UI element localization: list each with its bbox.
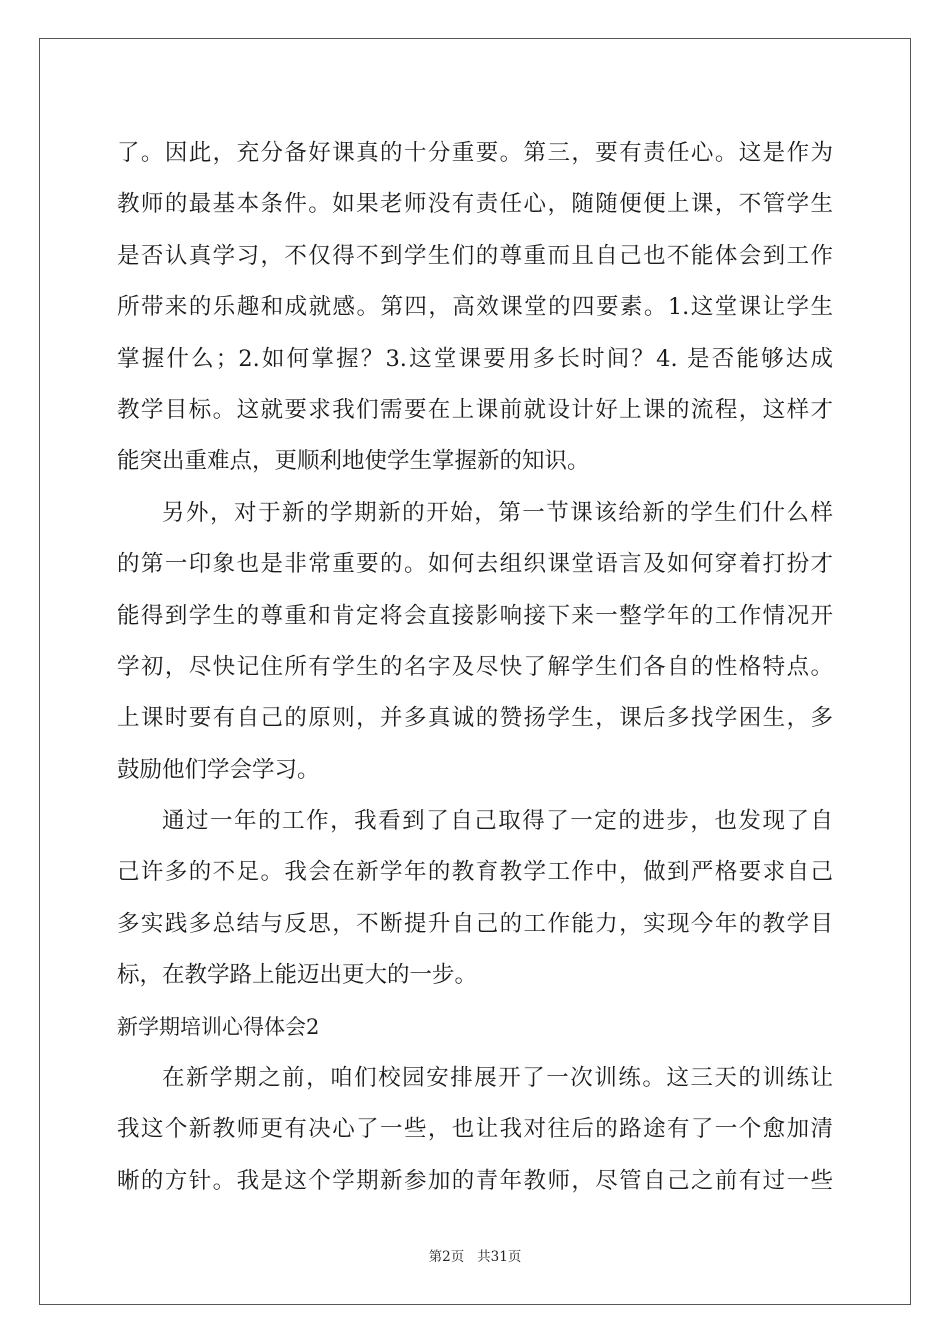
page-number-footer: 第2页 共31页	[428, 1249, 522, 1265]
text-line: 所带来的乐趣和成就感。第四，高效课堂的四要素。1.这堂课让学生	[117, 294, 833, 321]
text-line: 学初，尽快记住所有学生的名字及尽快了解学生们各自的性格特点。	[117, 653, 833, 680]
text-line: 的第一印象也是非常重要的。如何去组织课堂语言及如何穿着打扮才	[117, 551, 833, 578]
text-line: 我这个新教师更有决心了一些，也让我对往后的路途有了一个愈加清	[117, 1116, 833, 1143]
document-body	[117, 128, 833, 1207]
text-line: 能突出重难点，更顺利地使学生掌握新的知识。	[117, 448, 590, 475]
text-line: 教学目标。这就要求我们需要在上课前就设计好上课的流程，这样才	[117, 396, 833, 423]
section-heading: 新学期培训心得体会2	[117, 1014, 320, 1039]
text-line: 己许多的不足。我会在新学年的教育教学工作中，做到严格要求自己	[117, 859, 833, 886]
text-line: 掌握什么；2.如何掌握？3.这堂课要用多长时间？4. 是否能够达成	[117, 345, 833, 372]
paragraph-first-line: 通过一年的工作，我看到了自己取得了一定的进步，也发现了自	[162, 808, 833, 835]
text-line: 多实践多总结与反思，不断提升自己的工作能力，实现今年的教学目	[117, 910, 833, 937]
text-line: 上课时要有自己的原则，并多真诚的赞扬学生，课后多找学困生，多	[117, 705, 833, 732]
paragraph-first-line: 在新学期之前，咱们校园安排展开了一次训练。这三天的训练让	[162, 1065, 833, 1092]
text-line: 晰的方针。我是这个学期新参加的青年教师，尽管自己之前有过一些	[117, 1167, 833, 1194]
paragraph-first-line: 另外，对于新的学期新的开始，第一节课该给新的学生们什么样	[162, 499, 833, 526]
text-line: 标，在教学路上能迈出更大的一步。	[117, 962, 478, 989]
text-line: 鼓励他们学会学习。	[117, 756, 320, 783]
text-line: 能得到学生的尊重和肯定将会直接影响接下来一整学年的工作情况开	[117, 602, 833, 629]
text-line: 教师的最基本条件。如果老师没有责任心，随随便便上课，不管学生	[117, 191, 833, 218]
text-line: 是否认真学习，不仅得不到学生们的尊重而且自己也不能体会到工作	[117, 242, 833, 269]
text-line: 了。因此，充分备好课真的十分重要。第三，要有责任心。这是作为	[117, 140, 833, 166]
